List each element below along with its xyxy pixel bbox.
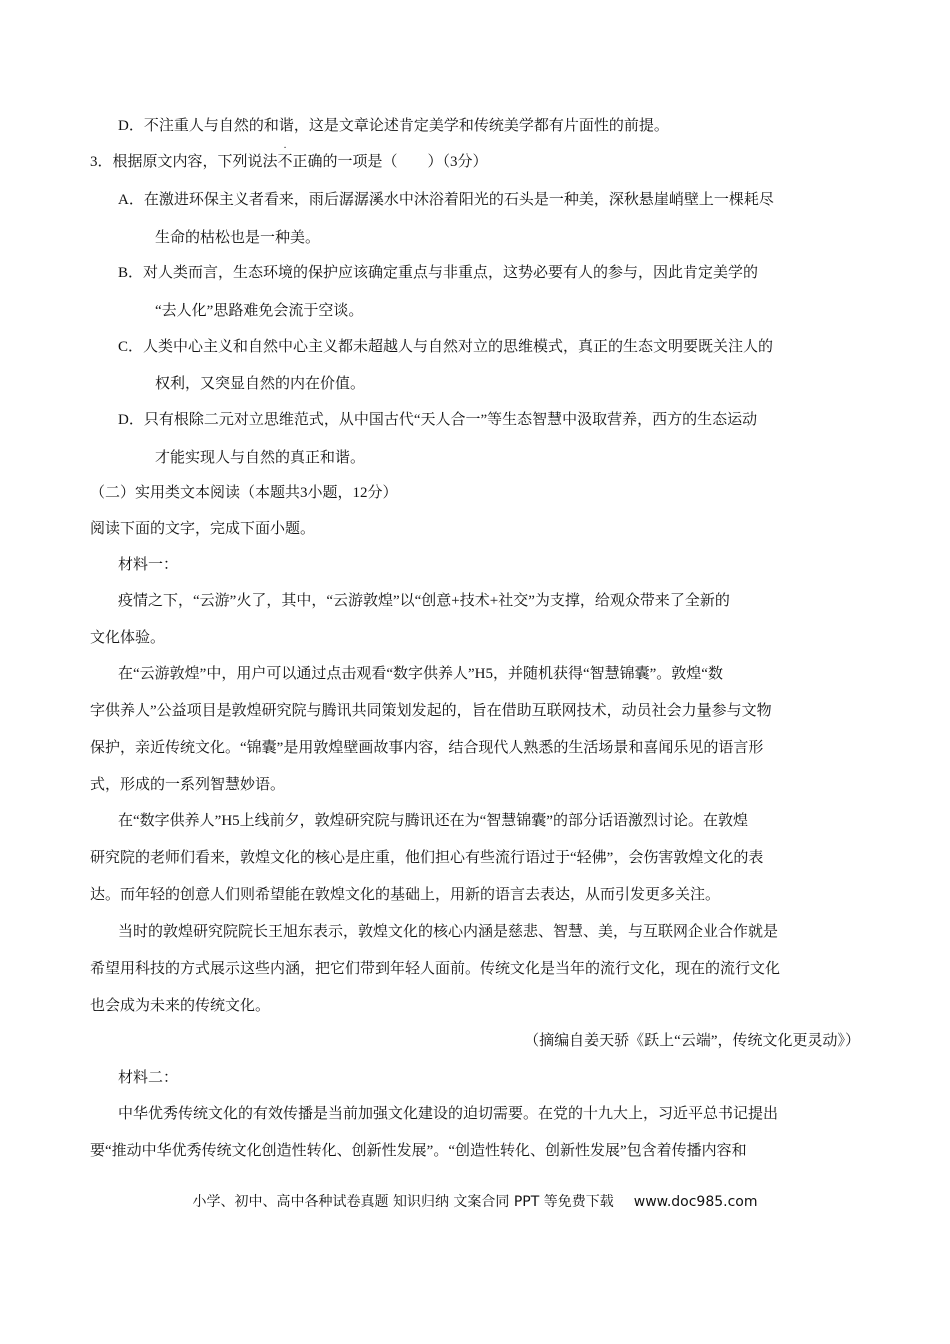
- material-1-label: 材料一：: [118, 557, 179, 573]
- material-2-paragraph-1-line-2: 要“推动中华优秀传统文化创造性转化、创新性发展”。“创造性转化、创新性发展”包含着传播内容和: [90, 1143, 747, 1159]
- question-3-prefix: 3．根据原文内容，下列说法: [90, 154, 278, 170]
- material-1-paragraph-4-line-1: 当时的敦煌研究院院长王旭东表示，敦煌文化的核心内涵是慈悲、智慧、美，与互联网企业合作就是: [118, 924, 779, 940]
- material-1-paragraph-1-line-1: 疫情之下，“云游”火了，其中，“云游敦煌”以“创意+技术+社交”为支撑，给观众带来了全新的: [118, 593, 730, 609]
- question-3-suffix: 正确的一项是（ ）（3分）: [292, 154, 488, 170]
- option-d-line-2: 才能实现人与自然的真正和谐。: [155, 450, 366, 466]
- material-1-paragraph-3-line-3: 达。而年轻的创意人们则希望能在敦煌文化的基础上，用新的语言去表达，从而引发更多关注。: [90, 887, 721, 903]
- option-b-line-2: “去人化”思路难免会流于空谈。: [155, 303, 364, 319]
- section-2-title: （二）实用类文本阅读（本题共3小题，12分）: [90, 485, 398, 501]
- reading-instruction: 阅读下面的文字，完成下面小题。: [90, 521, 316, 537]
- material-1-paragraph-4-line-2: 希望用科技的方式展示这些内涵，把它们带到年轻人面前。传统文化是当年的流行文化，现在的流行文化: [90, 961, 781, 977]
- material-1-paragraph-2-line-2: 字供养人”公益项目是敦煌研究院与腾讯共同策划发起的，旨在借助互联网技术，动员社会力量参与文物: [90, 703, 772, 719]
- option-d-line-1: D．只有根除二元对立思维范式，从中国古代“天人合一”等生态智慧中汲取营养，西方的生态运动: [118, 412, 758, 428]
- material-1-source: （摘编自姜天骄《跃上“云端”，传统文化更灵动》）: [524, 1033, 860, 1049]
- material-1-paragraph-3-line-1: 在“数字供养人”H5上线前夕，敦煌研究院与腾讯还在为“智慧锦囊”的部分话语激烈讨论。在敦煌: [118, 813, 748, 829]
- material-1-paragraph-1-line-2: 文化体验。: [90, 630, 166, 646]
- question-3-emph-char: 不: [277, 154, 293, 170]
- material-1-paragraph-4-line-3: 也会成为未来的传统文化。: [90, 998, 271, 1014]
- material-1-paragraph-3-line-2: 研究院的老师们看来，敦煌文化的核心是庄重，他们担心有些流行语过于“轻佛”，会伤害敦煌文化的表: [90, 850, 764, 866]
- page-footer: [0, 1192, 950, 1212]
- emphasis-dot-icon: ·: [283, 143, 287, 154]
- footer-text: 小学、初中、高中各种试卷真题 知识归纳 文案合同 PPT 等免费下载: [192, 1194, 614, 1210]
- option-c-line-2: 权利，又突显自然的内在价值。: [155, 376, 366, 392]
- material-1-paragraph-2-line-3: 保护，亲近传统文化。“锦囊”是用敦煌壁画故事内容，结合现代人熟悉的生活场景和喜闻乐见的语言形: [90, 740, 764, 756]
- material-1-paragraph-2-line-4: 式，形成的一系列智慧妙语。: [90, 777, 286, 793]
- question-3: [90, 143, 488, 172]
- material-2-label: 材料二：: [118, 1070, 179, 1086]
- option-a-line-1: A．在激进环保主义者看来，雨后潺潺溪水中沐浴着阳光的石头是一种美，深秋悬崖峭壁上一棵耗尽: [118, 192, 774, 208]
- option-d-previous: D．不注重人与自然的和谐，这是文章论述肯定美学和传统美学都有片面性的前提。: [118, 118, 669, 134]
- option-c-line-1: C．人类中心主义和自然中心主义都未超越人与自然对立的思维模式，真正的生态文明要既关注人的: [118, 339, 774, 355]
- footer-site-link[interactable]: www.doc985.com: [633, 1194, 758, 1210]
- option-b-line-1: B．对人类而言，生态环境的保护应该确定重点与非重点，这势必要有人的参与，因此肯定美学的: [118, 265, 759, 281]
- option-a-line-2: 生命的枯松也是一种美。: [155, 230, 321, 246]
- material-1-paragraph-2-line-1: 在“云游敦煌”中，用户可以通过点击观看“数字供养人”H5，并随机获得“智慧锦囊”。敦煌“数: [118, 666, 723, 682]
- question-3-emphasis: [277, 143, 293, 172]
- material-2-paragraph-1-line-1: 中华优秀传统文化的有效传播是当前加强文化建设的迫切需要。在党的十九大上，习近平总书记提出: [118, 1106, 779, 1122]
